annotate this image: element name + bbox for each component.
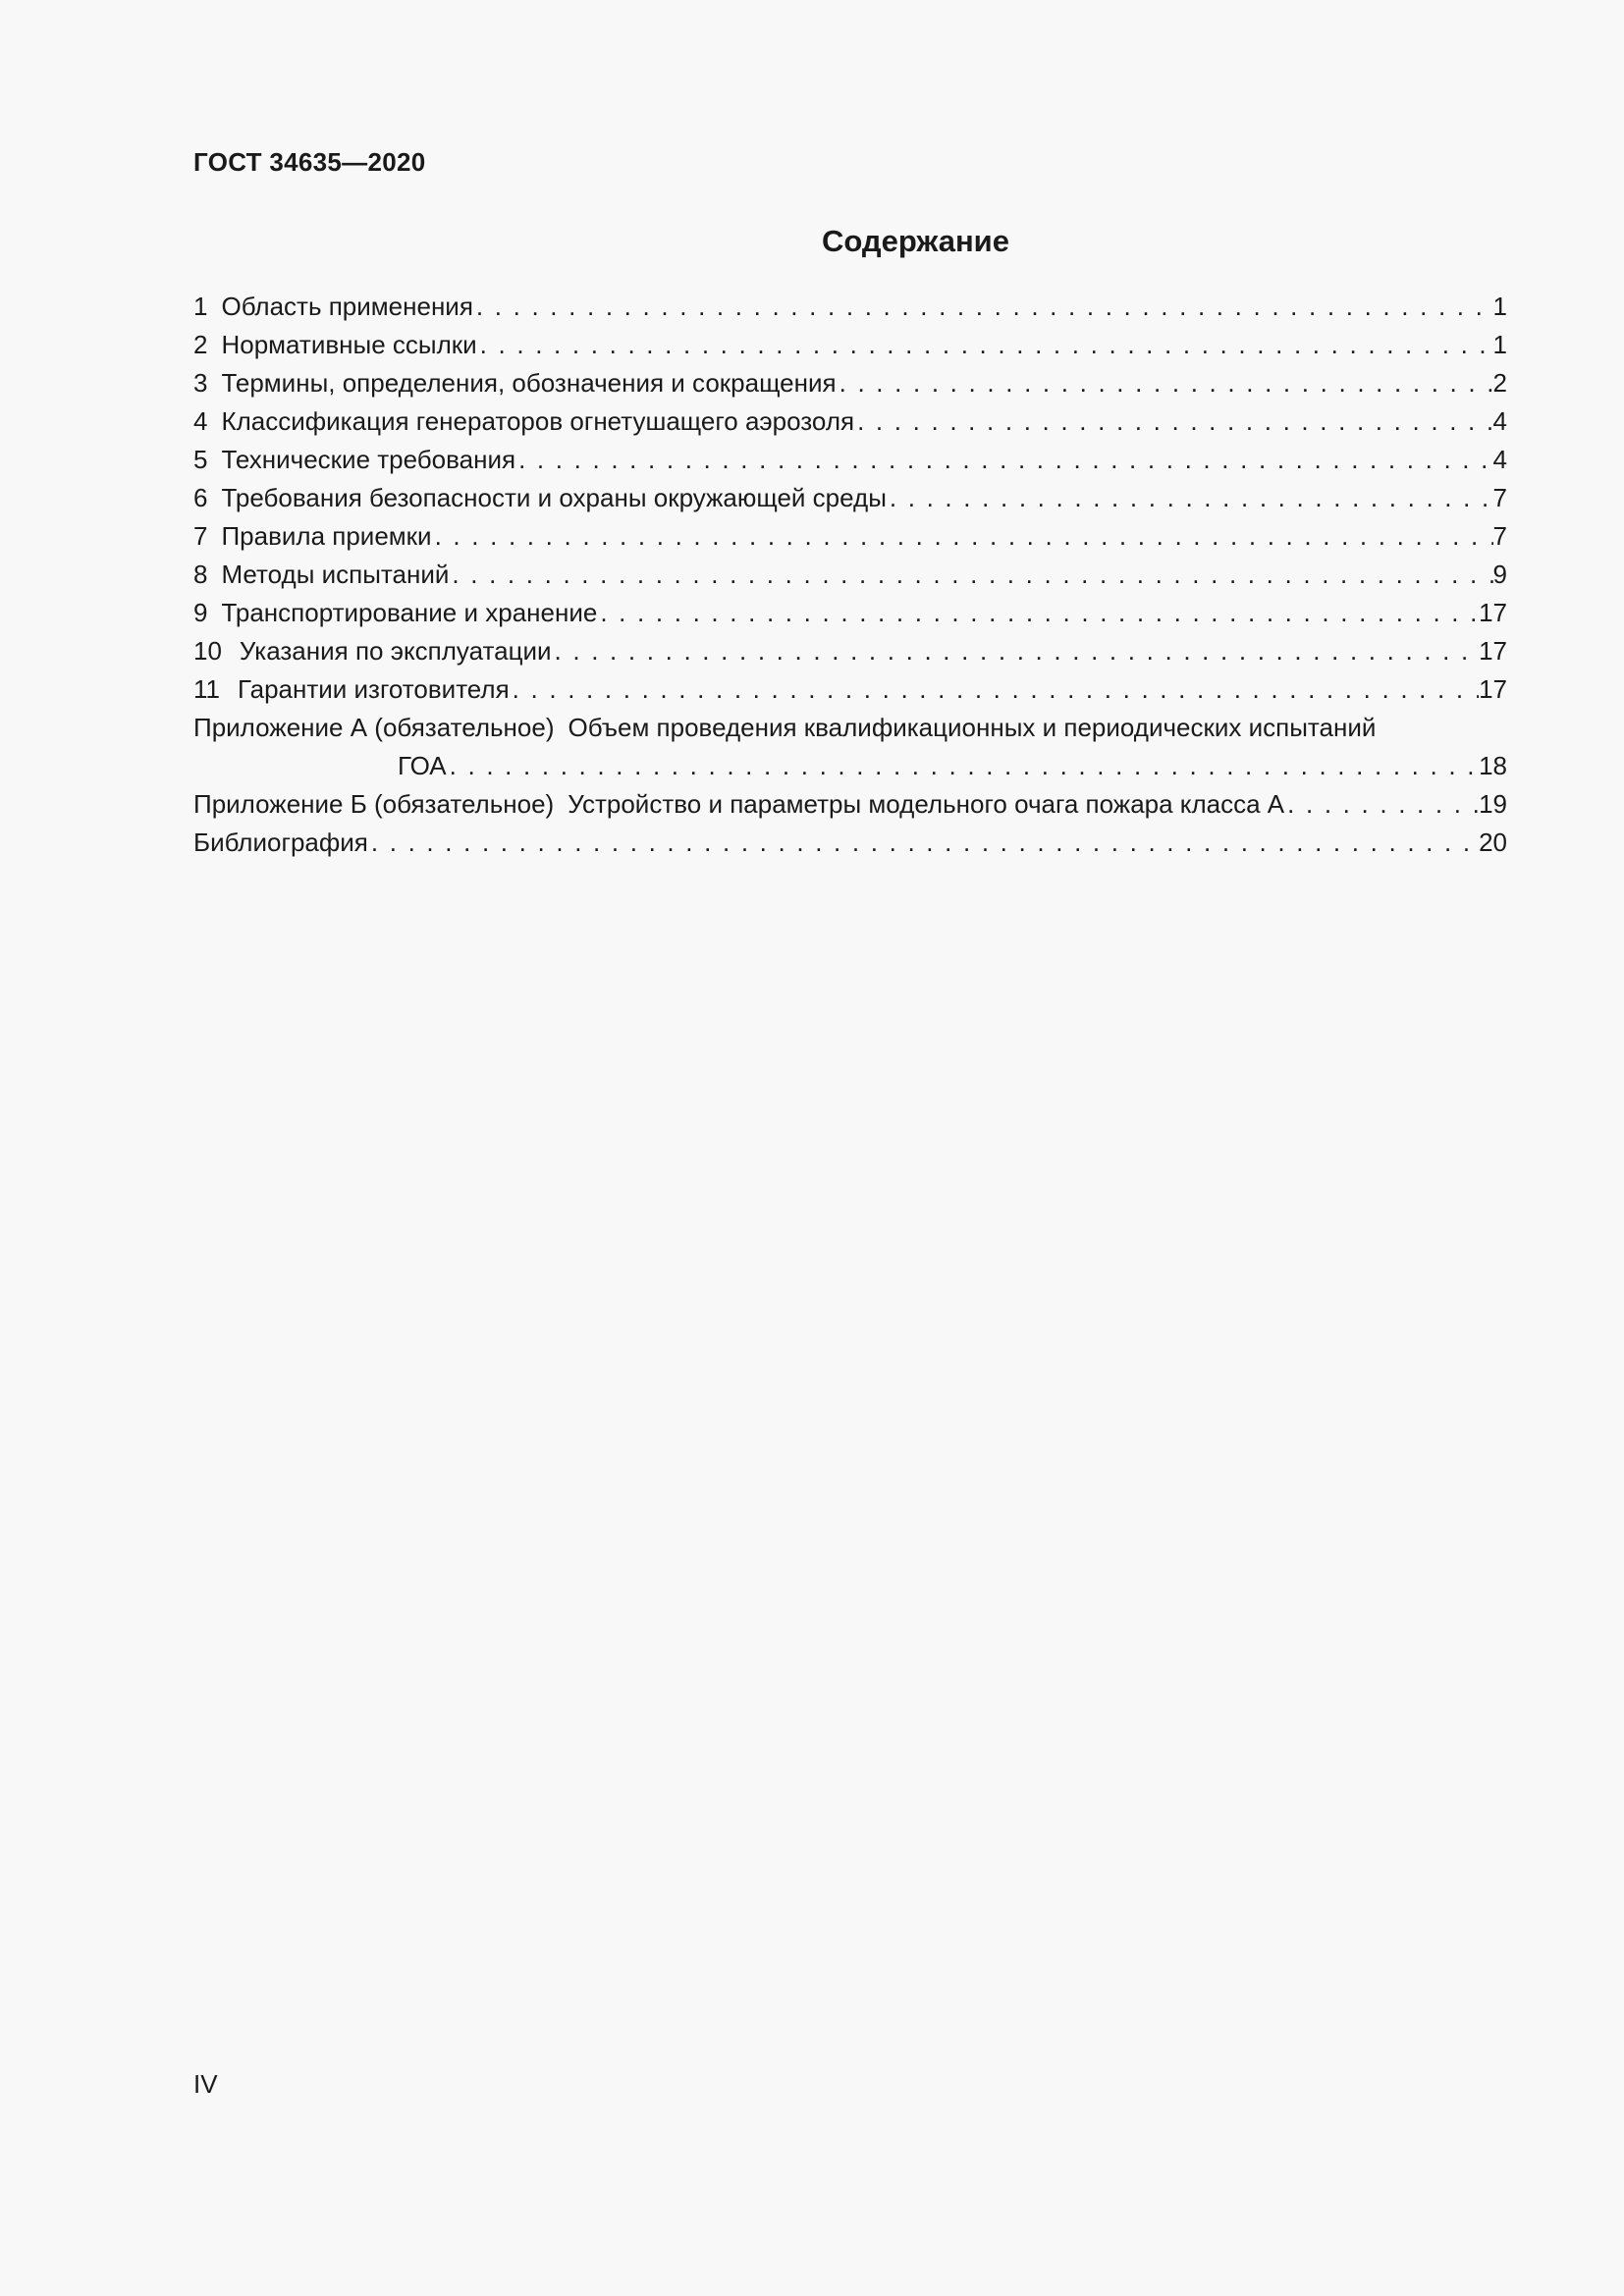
toc-appendix-title: Устройство и параметры модельного очага пожара класса А: [568, 789, 1285, 819]
toc-entry-number: 9: [193, 598, 208, 627]
page-number: IV: [193, 2069, 218, 2099]
toc-leader-dots: [449, 556, 1492, 594]
standard-number: ГОСТ 34635—2020: [193, 147, 426, 177]
toc-entry-page: 17: [1479, 636, 1507, 666]
toc-entry-page: 18: [1479, 751, 1507, 780]
toc-entry-label: [193, 556, 449, 594]
toc-entry-10[interactable]: [193, 632, 1507, 670]
toc-entry-label: [193, 632, 552, 670]
toc-entry-8[interactable]: [193, 556, 1507, 594]
toc-entry-label: [193, 441, 515, 479]
toc-entry-label: [193, 785, 1284, 824]
toc-entry-page: 4: [1492, 445, 1507, 474]
toc-leader-dots: [552, 632, 1480, 670]
toc-entry-4[interactable]: [193, 402, 1507, 441]
toc-entry-page: 20: [1479, 828, 1507, 857]
toc-entry-title: Область применения: [221, 292, 473, 321]
toc-entry-label: [193, 402, 854, 441]
toc-appendix-a-line1[interactable]: [193, 709, 1507, 747]
toc-appendix-prefix: Приложение А (обязательное): [193, 713, 555, 742]
toc-entry-title: Термины, определения, обозначения и сокращения: [221, 368, 837, 398]
toc-entry-number: 6: [193, 483, 208, 512]
toc-entry-label: [193, 326, 477, 364]
toc-leader-dots: [1284, 785, 1479, 824]
toc-entry-page: 19: [1479, 789, 1507, 819]
toc-entry-title: Указания по эксплуатации: [239, 636, 552, 666]
toc-entry-page: 9: [1492, 560, 1507, 589]
toc-entry-page: 4: [1492, 406, 1507, 436]
toc-entry-number: 4: [193, 406, 208, 436]
toc-leader-dots: [887, 479, 1493, 517]
toc-entry-number: 1: [193, 292, 208, 321]
toc-title: Содержание: [822, 224, 1009, 258]
toc-appendix-prefix: Приложение Б (обязательное): [193, 789, 555, 819]
toc-entry-7[interactable]: [193, 517, 1507, 556]
toc-entry-number: 5: [193, 445, 208, 474]
toc-entry-9[interactable]: [193, 594, 1507, 632]
toc-entry-page: 17: [1479, 674, 1507, 704]
toc-leader-dots: [447, 747, 1479, 785]
toc-entry-title: Транспортирование и хранение: [221, 598, 598, 627]
table-of-contents: [193, 288, 1507, 862]
toc-leader-dots: [515, 441, 1492, 479]
toc-entry-label: [193, 288, 473, 326]
toc-entry-title: Гарантии изготовителя: [238, 674, 510, 704]
toc-entry-3[interactable]: [193, 364, 1507, 402]
toc-entry-page: 2: [1492, 368, 1507, 398]
toc-entry-page: 7: [1492, 483, 1507, 512]
toc-leader-dots: [837, 364, 1493, 402]
toc-entry-number: 3: [193, 368, 208, 398]
toc-entry-title: Требования безопасности и охраны окружающей среды: [221, 483, 887, 512]
toc-appendix-b[interactable]: [193, 785, 1507, 824]
toc-bibliography[interactable]: [193, 824, 1507, 862]
toc-entry-page: 7: [1492, 521, 1507, 551]
toc-entry-title: Технические требования: [221, 445, 516, 474]
toc-entry-number: 10: [193, 636, 222, 666]
toc-entry-2[interactable]: [193, 326, 1507, 364]
toc-entry-label: [193, 594, 597, 632]
toc-entry-11[interactable]: [193, 670, 1507, 709]
toc-entry-number: 8: [193, 560, 208, 589]
toc-entry-page: 1: [1492, 330, 1507, 359]
toc-entry-number: 7: [193, 521, 208, 551]
toc-leader-dots: [432, 517, 1493, 556]
toc-appendix-a-line2[interactable]: [193, 747, 1507, 785]
toc-entry-page: 1: [1492, 292, 1507, 321]
toc-entry-label: [193, 517, 432, 556]
toc-entry-number: 2: [193, 330, 208, 359]
toc-entry-label: [193, 364, 837, 402]
toc-leader-dots: [597, 594, 1479, 632]
toc-entry-title: Методы испытаний: [221, 560, 450, 589]
toc-leader-dots: [510, 670, 1479, 709]
toc-entry-title: Нормативные ссылки: [221, 330, 477, 359]
toc-leader-dots: [473, 288, 1493, 326]
toc-appendix-title-continued: ГОА: [398, 751, 447, 780]
toc-entry-title: Классификация генераторов огнетушащего аэрозоля: [221, 406, 855, 436]
toc-entry-page: 17: [1479, 598, 1507, 627]
toc-appendix-title: Объем проведения квалификационных и периодических испытаний: [568, 713, 1377, 742]
toc-leader-dots: [368, 824, 1479, 862]
toc-entry-title: Правила приемки: [221, 521, 432, 551]
toc-entry-number: 11: [193, 674, 220, 704]
toc-entry-label: [193, 670, 510, 709]
toc-leader-dots: [854, 402, 1492, 441]
toc-entry-5[interactable]: [193, 441, 1507, 479]
toc-entry-title: Библиография: [193, 828, 368, 857]
toc-entry-6[interactable]: [193, 479, 1507, 517]
toc-entry-label: [193, 479, 887, 517]
toc-leader-dots: [477, 326, 1493, 364]
toc-entry-1[interactable]: [193, 288, 1507, 326]
